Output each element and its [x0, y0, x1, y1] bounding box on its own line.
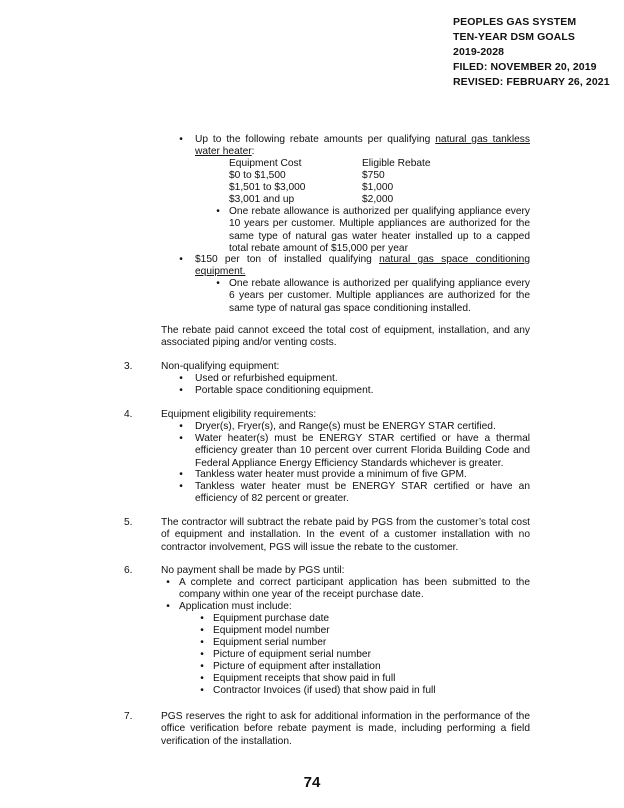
bullet-icon: • — [200, 649, 204, 660]
space-conditioning-term: natural gas space conditioning equipment. — [195, 254, 530, 278]
item-number: 4. — [124, 409, 133, 420]
list-item: Portable space conditioning equipment. — [195, 385, 374, 396]
bullet-icon: • — [200, 661, 204, 672]
list-item: Equipment serial number — [213, 637, 327, 648]
bullet-icon: • — [200, 637, 204, 648]
list-item: Picture of equipment after installation — [213, 661, 381, 672]
eligible-rebate-header: Eligible Rebate — [362, 158, 431, 169]
list-item: Equipment model number — [213, 625, 330, 636]
bullet-icon: • — [179, 385, 183, 396]
header-filed-date: FILED: NOVEMBER 20, 2019 — [453, 61, 597, 73]
bullet-icon: • — [200, 673, 204, 684]
space-conditioning-allowance: One rebate allowance is authorized per qualifying appliance every 6 years per customer. Multiple appliances are authorized for the same type of natural gas space conditioning installed. — [229, 278, 530, 314]
item-number: 6. — [124, 565, 133, 576]
list-item: Used or refurbished equipment. — [195, 373, 338, 384]
bullet-icon: • — [179, 469, 183, 480]
bullet-icon: • — [200, 613, 204, 624]
verification-paragraph: PGS reserves the right to ask for additional information in the performance of the office verification before rebate payment is made, including performing a field verification of the installation. — [161, 711, 530, 747]
bullet-icon: • — [179, 433, 183, 444]
header-company: PEOPLES GAS SYSTEM — [453, 16, 577, 28]
document-header — [453, 15, 618, 90]
item-number: 5. — [124, 517, 133, 528]
list-item: A complete and correct participant application has been submitted to the company within one year of the receipt purchase date. — [179, 577, 530, 601]
bullet-icon: • — [179, 134, 183, 145]
list-item: Application must include: — [179, 601, 292, 612]
bullet-icon: • — [166, 601, 170, 612]
item-number: 7. — [124, 711, 133, 722]
rebate-cap-paragraph: The rebate paid cannot exceed the total cost of equipment, installation, and any associated piping and/or venting costs. — [161, 325, 530, 349]
equipment-cost-header: Equipment Cost — [229, 158, 302, 169]
bullet-icon: • — [179, 373, 183, 384]
list-item: Contractor Invoices (if used) that show paid in full — [213, 685, 436, 696]
water-heater-allowance: One rebate allowance is authorized per qualifying appliance every 10 years per customer. Multiple appliances are authorized for the same type of natural gas water heater installed up to a capped total rebate amount of $15,000 per year — [229, 206, 530, 254]
bullet-icon: • — [179, 481, 183, 492]
item-number: 3. — [124, 361, 133, 372]
contractor-paragraph: The contractor will subtract the rebate paid by PGS from the customer’s total cost of equipment and installation. In the event of a customer installation with no contractor involvement, PGS will issue the rebate to the customer. — [161, 517, 530, 553]
bullet-icon: • — [166, 577, 170, 588]
bullet-icon: • — [200, 685, 204, 696]
list-item: Equipment receipts that show paid in full — [213, 673, 396, 684]
list-item: Dryer(s), Fryer(s), and Range(s) must be ENERGY STAR certified. — [195, 421, 496, 432]
list-item: Tankless water heater must be ENERGY STAR certified or have an efficiency of 82 percent or greater. — [195, 481, 530, 505]
list-item: Equipment purchase date — [213, 613, 330, 624]
bullet-icon: • — [179, 254, 183, 265]
header-title: TEN-YEAR DSM GOALS — [453, 31, 575, 43]
space-conditioning-rebate: $150 per ton of installed qualifying natural gas space conditioning equipment. — [195, 254, 530, 278]
page-number: 74 — [303, 774, 321, 791]
bullet-icon: • — [200, 625, 204, 636]
tankless-water-heater-term: natural gas tankless water heater — [195, 134, 530, 158]
bullet-icon: • — [179, 421, 183, 432]
eligibility-heading: Equipment eligibility requirements: — [161, 409, 317, 420]
bullet-icon: • — [216, 206, 220, 217]
header-years: 2019-2028 — [453, 46, 505, 58]
payment-conditions-heading: No payment shall be made by PGS until: — [161, 565, 345, 576]
non-qualifying-heading: Non-qualifying equipment: — [161, 361, 280, 372]
list-item: Picture of equipment serial number — [213, 649, 371, 660]
bullet-icon: • — [216, 278, 220, 289]
list-item: Water heater(s) must be ENERGY STAR certified or have a thermal efficiency greater than 10 percent over current Florida Building Code and Federal Appliance Energy Efficiency Standards whichever is greater. — [195, 433, 530, 469]
header-revised-date: REVISED: FEBRUARY 26, 2021 — [453, 76, 610, 88]
tankless-rebate-intro: Up to the following rebate amounts per qualifying natural gas tankless water heater: — [195, 134, 530, 158]
list-item: Tankless water heater must provide a minimum of five GPM. — [195, 469, 467, 480]
